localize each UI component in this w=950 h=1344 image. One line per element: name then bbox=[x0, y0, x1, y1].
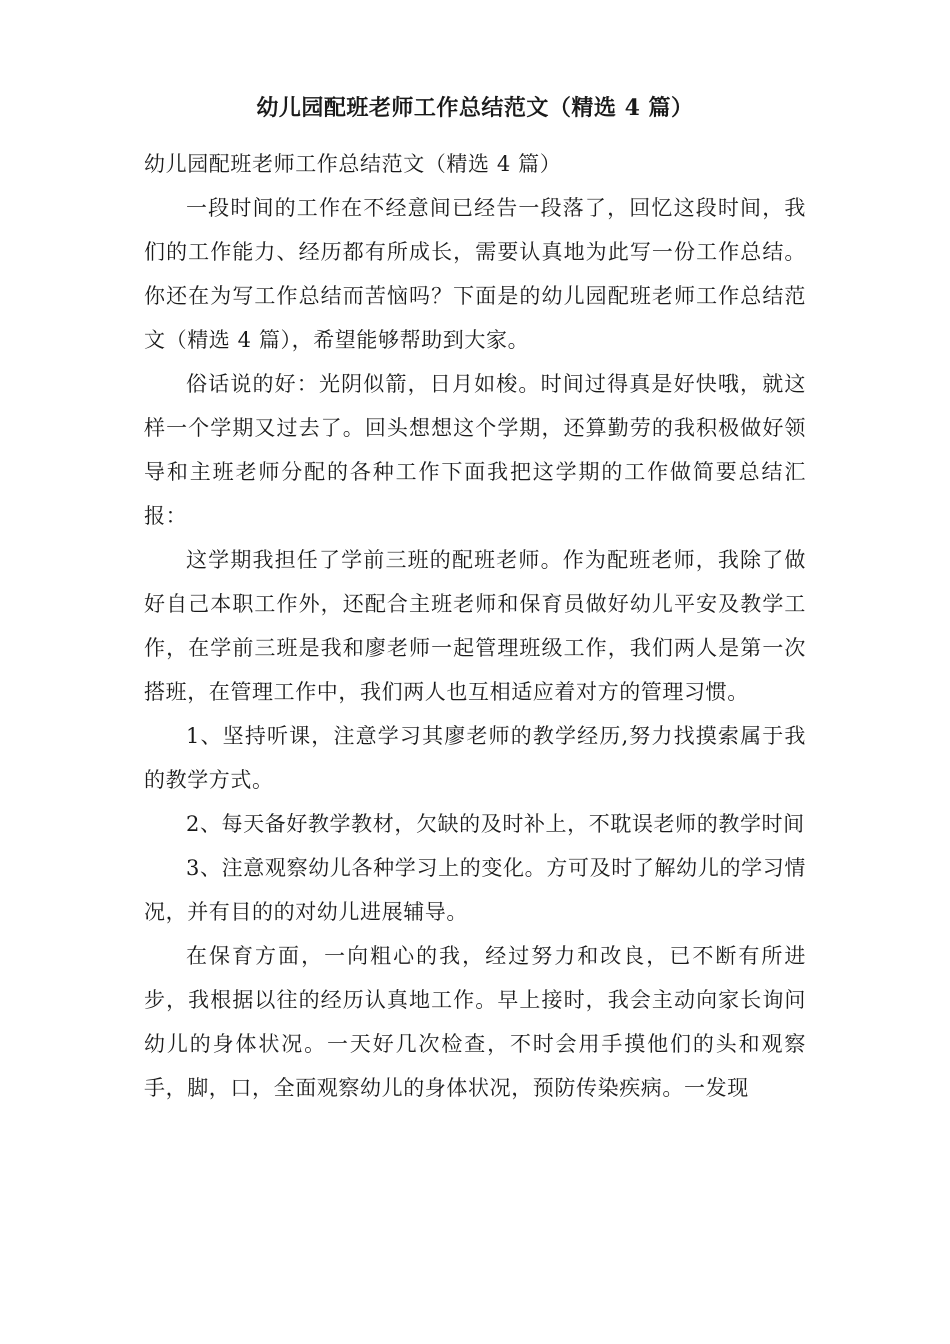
list-item-2: 2、每天备好教学教材，欠缺的及时补上，不耽误老师的教学时间 bbox=[186, 812, 805, 836]
document-subtitle: 幼儿园配班老师工作总结范文（精选 4 篇） bbox=[144, 152, 562, 176]
document-body bbox=[144, 142, 806, 1110]
document-title: 幼儿园配班老师工作总结范文（精选 4 篇） bbox=[256, 95, 694, 121]
paragraph-role: 这学期我担任了学前三班的配班老师。作为配班老师，我除了做好自己本职工作外，还配合主班老师和保育员做好幼儿平安及教学工作，在学前三班是我和廖老师一起管理班级工作，我们两人是第一次搭班，在管理工作中，我们两人也互相适应着对方的管理习惯。 bbox=[144, 548, 806, 704]
list-item-3: 3、注意观察幼儿各种学习上的变化。方可及时了解幼儿的学习情况，并有目的的对幼儿进展辅导。 bbox=[144, 856, 806, 924]
list-item-1: 1、坚持听课，注意学习其廖老师的教学经历,努力找摸索属于我的教学方式。 bbox=[144, 724, 806, 792]
paragraph-care: 在保育方面，一向粗心的我，经过努力和改良，已不断有所进步，我根据以往的经历认真地工作。早上接时，我会主动向家长询问幼儿的身体状况。一天好几次检查，不时会用手摸他们的头和观察手，脚，口，全面观察幼儿的身体状况，预防传染疾病。一发现 bbox=[144, 944, 806, 1100]
paragraph-proverb: 俗话说的好：光阴似箭，日月如梭。时间过得真是好快哦，就这样一个学期又过去了。回头想想这个学期，还算勤劳的我积极做好领导和主班老师分配的各种工作下面我把这学期的工作做简要总结汇报： bbox=[144, 372, 806, 528]
paragraph-intro: 一段时间的工作在不经意间已经告一段落了，回忆这段时间，我们的工作能力、经历都有所成长，需要认真地为此写一份工作总结。你还在为写工作总结而苦恼吗？下面是的幼儿园配班老师工作总结范文（精选 4 篇），希望能够帮助到大家。 bbox=[144, 196, 806, 352]
